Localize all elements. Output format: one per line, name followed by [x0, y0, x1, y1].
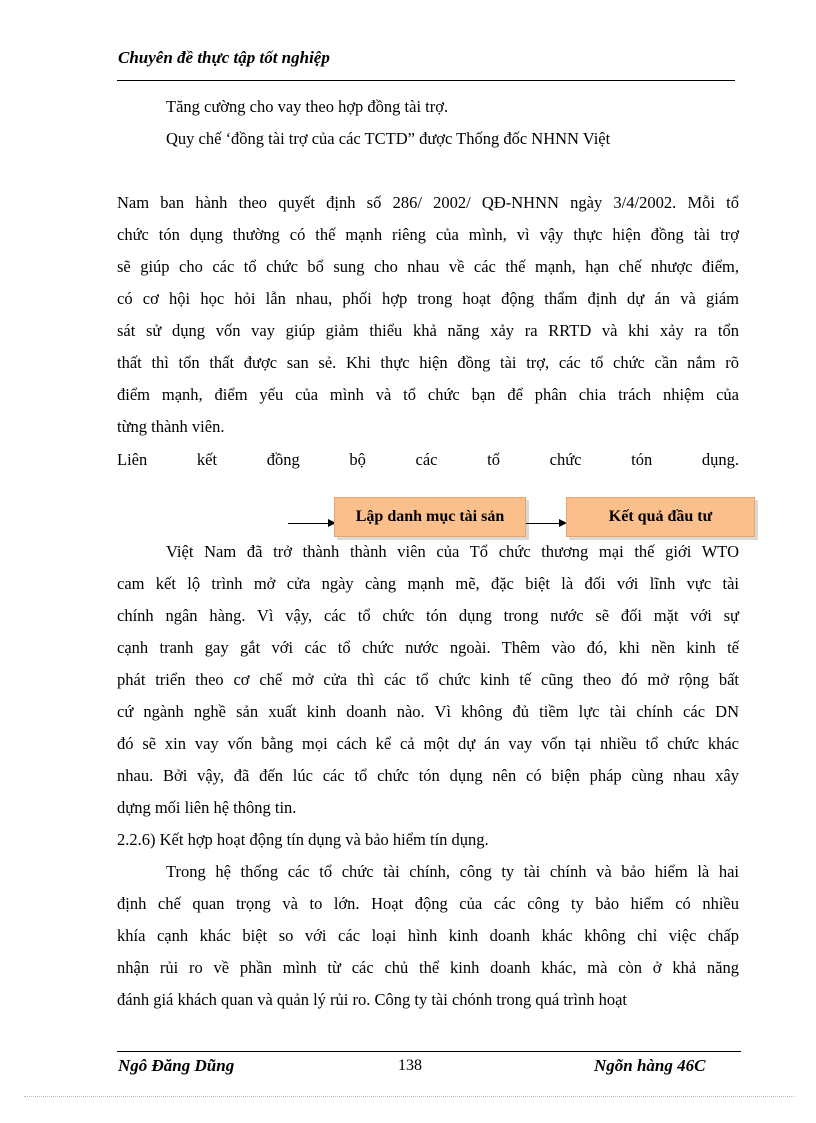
text-line: nhận rủi ro về phần mình từ các chủ thể kinh doanh khác, mà còn ở khả năng [117, 958, 739, 977]
section-heading: Liên kết đồng bộ các tổ chức tón dụng. [117, 450, 739, 469]
text-line: có cơ hội học hỏi lẫn nhau, phối hợp trong hoạt động thẩm định dự án và giám [117, 289, 739, 308]
header-rule [117, 80, 735, 81]
flow-arrow-mid [526, 523, 565, 524]
text-line: cam kết lộ trình mở cửa ngày càng mạnh mẽ, đặc biệt là đối với lĩnh vực tài [117, 574, 739, 593]
text-line: Trong hệ thống các tổ chức tài chính, công ty tài chính và bảo hiểm là hai [166, 862, 739, 881]
text-line: cạnh tranh gay gắt với các tổ chức nước ngoài. Thêm vào đó, khi nền kinh tế [117, 638, 739, 657]
text-line: Tăng cường cho vay theo hợp đồng tài trợ. [166, 97, 449, 116]
footer-rule [117, 1051, 741, 1052]
text-line: dựng mối liên hệ thông tin. [117, 798, 297, 817]
text-line: sẽ giúp cho các tổ chức bổ sung cho nhau về các thế mạnh, hạn chế nhược điểm, [117, 257, 739, 276]
footer-author: Ngô Đăng Dũng [118, 1056, 235, 1075]
flow-box-asset-portfolio: Lập danh mục tài sản [334, 497, 526, 537]
text-line: sát sử dụng vốn vay giúp giảm thiểu khả năng xảy ra RRTD và khi xảy ra tổn [117, 321, 739, 340]
text-line: cứ ngành nghề sản xuất kinh doanh nào. Vì không đủ tiềm lực tài chính các DN [117, 702, 739, 721]
text-line: chính ngân hàng. Vì vậy, các tổ chức tón dụng trong nước sẽ đối mặt với sự [117, 606, 739, 625]
text-line: đánh giá khách quan và quản lý rủi ro. Công ty tài chónh trong quá trình hoạt [117, 990, 628, 1009]
footer-class: Ngõn hàng 46C [594, 1056, 706, 1075]
page-number: 138 [398, 1057, 422, 1074]
text-line: Nam ban hành theo quyết định số 286/ 2002/ QĐ-NHNN ngày 3/4/2002. Mỗi tổ [117, 193, 739, 212]
text-line: đó sẽ xin vay vốn bằng mọi cách kể cả một dự án vay vốn tại nhiều tổ chức khác [117, 734, 739, 753]
page-edge-divider [24, 1096, 794, 1097]
text-line: Quy chế ‘đồng tài trợ của các TCTD” được Thống đốc NHNN Việt [166, 129, 611, 148]
text-line: phát triển theo cơ chế mở cửa thì các tổ chức kinh tế cũng theo đó mở rộng bất [117, 670, 739, 689]
text-line: khía cạnh khác biệt so với các loại hình kinh doanh khác không chỉ việc chấp [117, 926, 739, 945]
text-line: điểm mạnh, điểm yếu của mình và tổ chức bạn để phân chia trách nhiệm của [117, 385, 739, 404]
flow-box-investment-result: Kết quả đầu tư [566, 497, 755, 537]
text-line: Việt Nam đã trở thành thành viên của Tổ chức thương mại thế giới WTO [166, 542, 739, 561]
text-line: chức tón dụng thường có thế mạnh riêng của mình, vì vậy thực hiện đồng tài trợ [117, 225, 739, 244]
text-line: định chế quan trọng và to lớn. Hoạt động của các công ty bảo hiểm có nhiều [117, 894, 739, 913]
text-line: nhau. Bởi vậy, đã đến lúc các tổ chức tón dụng nên có biện pháp cùng nhau xây [117, 766, 739, 785]
flow-arrow-in [288, 523, 334, 524]
section-heading: 2.2.6) Kết hợp hoạt động tín dụng và bảo hiểm tín dụng. [117, 830, 489, 849]
header-title: Chuyên đề thực tập tốt nghiệp [118, 48, 330, 67]
text-line: thất thì tổn thất được san sẻ. Khi thực hiện đồng tài trợ, các tổ chức cần nắm rõ [117, 353, 739, 372]
text-line: từng thành viên. [117, 417, 225, 436]
